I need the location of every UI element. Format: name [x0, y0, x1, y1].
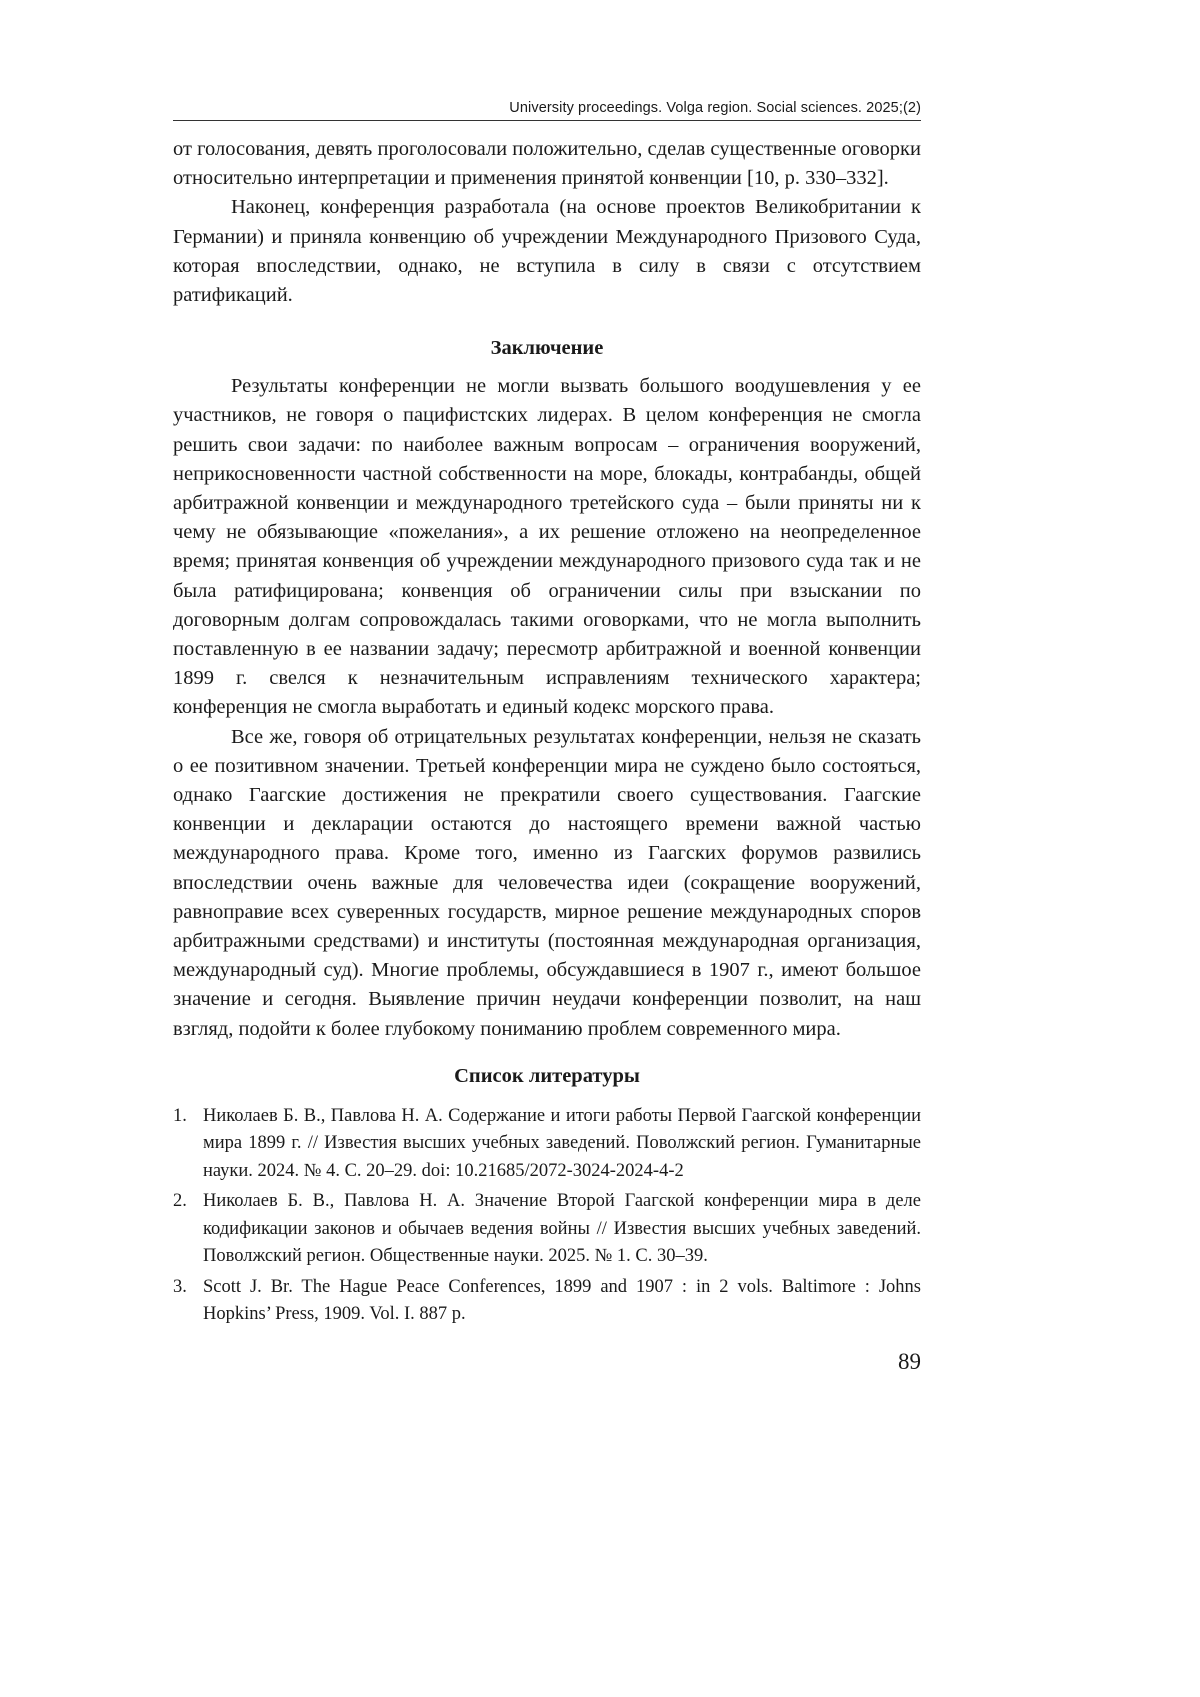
page-number: 89: [898, 1348, 921, 1374]
reference-item: [173, 1188, 921, 1271]
reference-number: 3.: [173, 1276, 187, 1297]
reference-text: Николаев Б. В., Павлова Н. А. Содержание и итоги работы Первой Гаагской конференции мира 1899 г. // Известия высших учебных заведений. Поволжский регион. Гуманитарные науки. 2024. № 4. С. 20–29. doi: 10.21685/2072-3024-2024-4-2: [203, 1105, 921, 1181]
paragraph-prize-court: Наконец, конференция разработала (на основе проектов Великобритании к Германии) и приняла конвенцию об учреждении Международного Призового Суда, которая впоследствии, однако, не вступила в силу в связи с отсутствием ратификаций.: [173, 196, 921, 307]
conclusion-paragraph: Результаты конференции не могли вызвать большого воодушевления у ее участников, не говоря о пацифистских лидерах. В целом конференция не смогла решить свои задачи: по наиболее важным вопросам – ограничения вооружений, неприкосновенности частной собственности на море, блокады, контрабанды, общей арбитражной конвенции и международного третейского суда – были приняты ни к чему не обязывающие «пожелания», а их решение отложено на неопределенное время; принятая конвенция об учреждении международного призового суда так и не была ратифицирована; конвенция об ограничении силы при взыскании по договорным долгам сопровождалась такими оговорками, что не могла выполнить поставленную в ее названии задачу; пересмотр арбитражной и военной конвенции 1899 г. свелся к незначительным исправлениям технического характера; конференция не смогла выработать и единый кодекс морского права.: [173, 375, 921, 719]
reference-text: Николаев Б. В., Павлова Н. А. Значение Второй Гаагской конференции мира в деле кодификации законов и обычаев ведения войны // Известия высших учебных заведений. Поволжский регион. Общественные науки. 2025. № 1. С. 30–39.: [203, 1191, 921, 1267]
running-header: University proceedings. Volga region. Social sciences. 2025;(2): [173, 100, 921, 121]
reference-text: Scott J. Br. The Hague Peace Conferences, 1899 and 1907 : in 2 vols. Baltimore : Johns Hopkins’ Press, 1909. Vol. I. 887 p.: [203, 1276, 921, 1325]
conclusion-heading: Заключение: [490, 337, 604, 360]
page: [173, 100, 921, 1375]
reference-list: [173, 1103, 921, 1329]
conclusion-paragraph: Все же, говоря об отрицательных результатах конференции, нельзя не сказать о ее позитивном значении. Третьей конференции мира не суждено было состояться, однако Гаагские достижения не прекратили своего существования. Гаагские конвенции и декларации остаются до настоящего времени важной частью международного права. Кроме того, именно из Гаагских форумов развились впоследствии очень важные для человечества идеи (сокращение вооружений, равноправие всех суверенных государств, мирное решение международных споров арбитражными средствами) и институты (постоянная международная организация, международный суд). Многие проблемы, обсуждавшиеся в 1907 г., имеют большое значение и сегодня. Выявление причин неудачи конференции позволит, на наш взгляд, подойти к более глубокому пониманию проблем современного мира.: [173, 725, 921, 1040]
paragraph-continuation: от голосования, девять проголосовали положительно, сделав существенные оговорки относительно интерпретации и применения принятой конвенции [10, p. 330–332].: [173, 138, 921, 190]
reference-item: [173, 1274, 921, 1329]
reference-number: 1.: [173, 1105, 187, 1126]
reference-number: 2.: [173, 1191, 187, 1212]
reference-item: [173, 1103, 921, 1186]
references-heading: Список литературы: [454, 1064, 640, 1087]
